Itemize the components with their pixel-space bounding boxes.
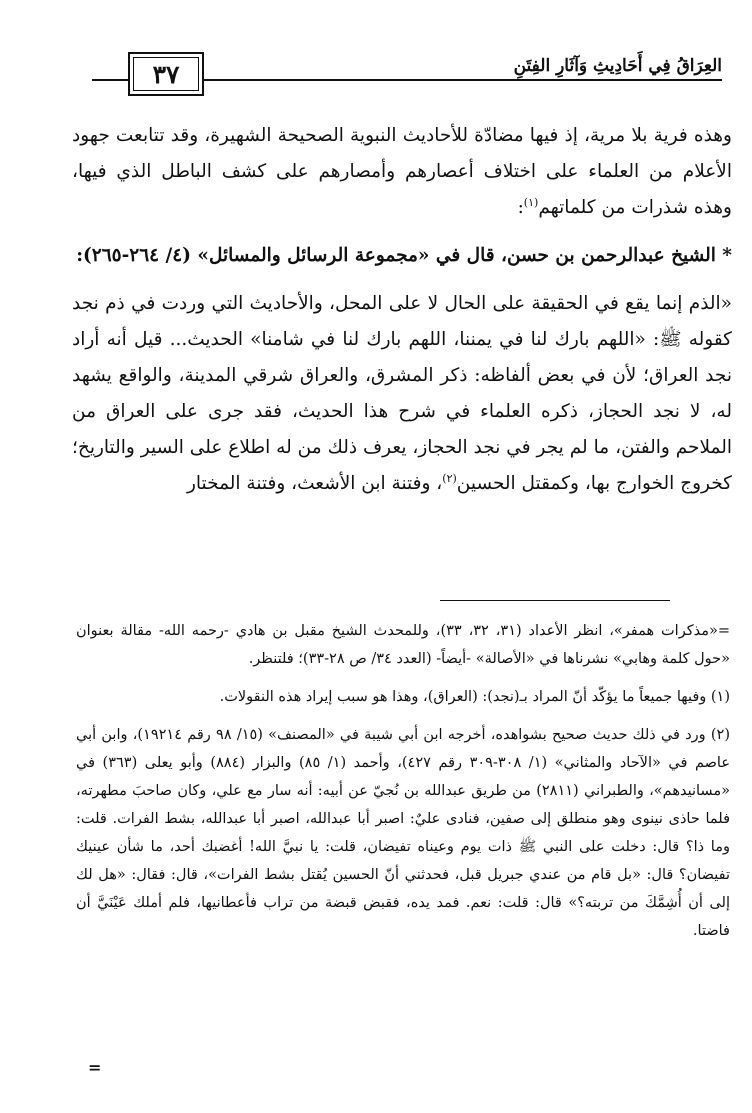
continued-mark: = [88, 1058, 102, 1077]
page-number-frame [133, 57, 199, 91]
page-header [92, 52, 722, 96]
running-title: العِرَاقُ فِي أَحَادِيثِ وَآثَارِ الفِتَنِ [504, 56, 722, 76]
quote-paragraph [72, 286, 732, 502]
quote-text-end: ، وفتنة ابن الأشعث، وفتنة المختار [186, 473, 443, 494]
page-number-box [128, 52, 204, 96]
quote-text: «الذم إنما يقع في الحقيقة على الحال لا على المحل، والأحاديث التي وردت في ذم نجد كقوله ﷺ: «اللهم بارك لنا في يمننا، اللهم بارك لنا في شامنا» الحديث... قيل أنه أراد نجد العراق؛ لأن في بعض ألفاظه: ذكر المشرق، والعراق شرقي المدينة، والواقع يشهد له، لا نجد الحجاز، ذكره العلماء في شرح هذا الحديث، فقد جرى على العراق من الملاحم والفتن، ما لم يجر في نجد الحجاز، يعرف ذلك من له اطلاع على السير والتاريخ؛ كخروج الخوارج بها، وكمقتل الحسين [72, 293, 732, 494]
intro-text: وهذه فرية بلا مرية، إذ فيها مضادّة للأحاديث النبوية الصحيحة الشهيرة، وقد تتابعت جهود الأعلام من العلماء على اختلاف أعصارهم وأمصارهم على كشف الباطل الذي فيها، وهذه شذرات من كلماتهم [72, 125, 732, 218]
footnote-separator [440, 600, 670, 601]
page-number: ٣٧ [152, 59, 180, 89]
footnote-2: (٢) ورد في ذلك حديث صحيح بشواهده، أخرجه ابن أبي شيبة في «المصنف» (١٥/ ٩٨ رقم ١٩٢١٤)، وابن أبي عاصم في «الآحاد والمثاني» (١/ ٣٠٨-٣٠٩ رقم ٤٢٧)، وأحمد (١/ ٨٥) والبزار (٨٨٤) وأبو يعلى (٣٦٣) في «مسانيدهم»، والطبراني (٢٨١١) من طريق عبدالله بن نُجيّ عن أبيه: أنه سار مع علي، وكان صاحبَ مطهرته، فلما حاذى نينوى وهو منطلق إلى صفين، فنادى عليٌ: اصبر أبا عبدالله، اصبر أبا عبدالله، بشط الفرات. قلت: وما ذا؟ قال: دخلت على النبي ﷺ ذات يوم وعيناه تفيضان، قلت: يا نبيَّ الله! أغضبك أحد، ما شأن عينيك تفيضان؟ قال: «بل قام من عندي جبريل قبل، فحدثني أنّ الحسين يُقتل بشط الفرات»، قال: فقال: «هل لك إلى أن أُشِمَّكَ من تربته؟» قال: قلت: نعم. فمد يده، فقبض قبضة من تراب فأعطانيها، فلم أملك عَيْنَيَّ أن فاضتا. [76, 727, 731, 939]
footnote-ref-2: (٢) [442, 471, 457, 485]
intro-paragraph [72, 118, 732, 226]
footnote-continuation: =«مذكرات همفر»، انظر الأعداد (٣١، ٣٢، ٣٣)، وللمحدث الشيخ مقبل بن هادي -رحمه الله- مقالة بعنوان «حول كلمة وهابي» نشرناها في «الأصالة» -أيضاً- (العدد ٣٤/ ص ٢٨-٣٣)؛ فلتنظر. [76, 623, 731, 667]
footnote-ref-1: (١) [523, 195, 539, 209]
footnotes [76, 617, 730, 945]
quote-source-heading: * الشيخ عبدالرحمن بن حسن، قال في «مجموعة الرسائل والمسائل» (٤/ ٢٦٤-٢٦٥): [76, 245, 732, 266]
main-text [72, 118, 732, 502]
footnote-1: (١) وفيها جميعاً ما يؤكّد أنّ المراد بـ(نجد): (العراق)، وهذا هو سبب إيراد هذه النقولات. [219, 689, 730, 705]
intro-colon: : [517, 197, 524, 218]
